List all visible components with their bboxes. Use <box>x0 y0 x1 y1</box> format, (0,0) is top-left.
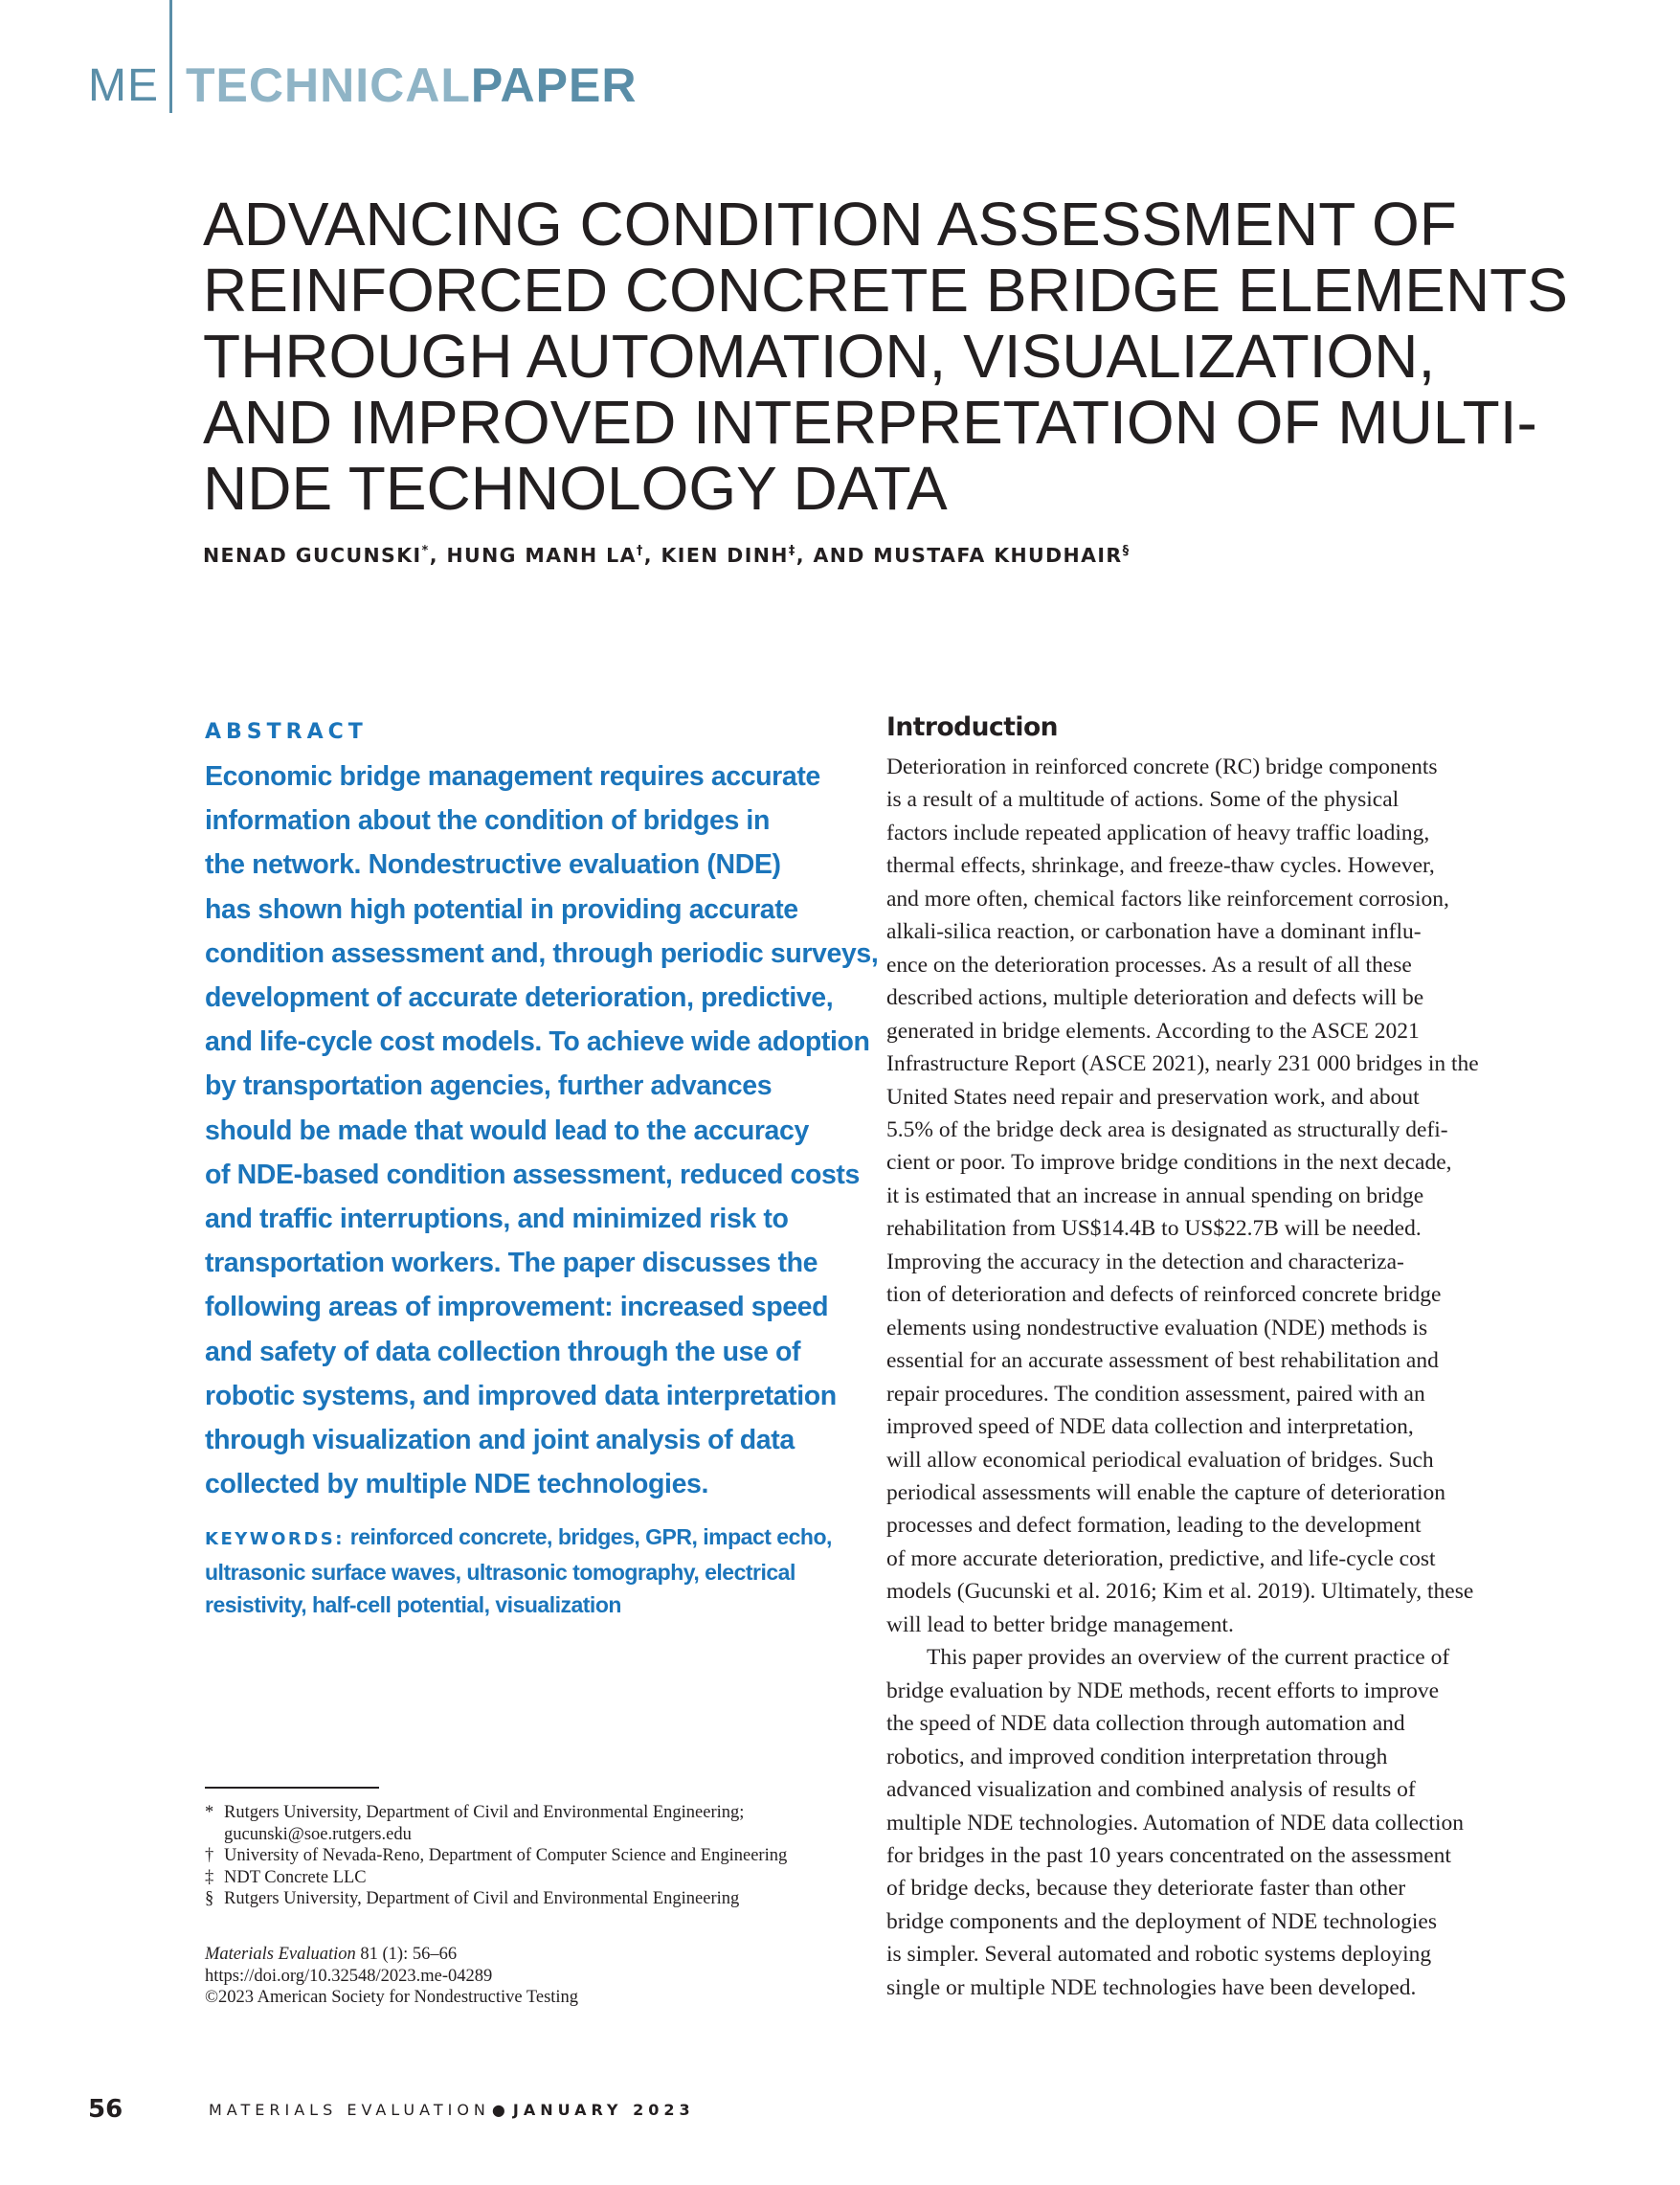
keywords-label: KEYWORDS: <box>205 1529 345 1549</box>
footnote <box>205 1824 875 1846</box>
author-affiliation-mark: † <box>636 544 644 559</box>
footnote-text: Rutgers University, Department of Civil and Environmental Engineering; <box>224 1803 745 1822</box>
citation-block <box>205 1944 578 2009</box>
author-affiliation-mark: ‡ <box>788 544 796 559</box>
citation-source <box>205 1944 578 1966</box>
introduction-line: improved speed of NDE data collection and interpretation, <box>886 1414 1414 1440</box>
author-separator: , AND <box>795 544 874 567</box>
introduction-line: United States need repair and preservation work, and about <box>886 1084 1420 1110</box>
abstract-line: of NDE-based condition assessment, reduced costs <box>205 1159 860 1190</box>
footer-issue: JANUARY 2023 <box>512 2101 695 2119</box>
footer-bullet-icon: ● <box>491 2101 505 2119</box>
introduction-line: Infrastructure Report (ASCE 2021), nearly 231 000 bridges in the <box>886 1051 1479 1077</box>
footer-journal: MATERIALS EVALUATION <box>209 2101 490 2119</box>
abstract-line: information about the condition of bridges in <box>205 805 770 837</box>
introduction-line: it is estimated that an increase in annual spending on bridge <box>886 1183 1424 1208</box>
author-name: MUSTAFA KHUDHAIR <box>873 544 1123 567</box>
introduction-line: thermal effects, shrinkage, and freeze-thaw cycles. However, <box>886 853 1435 879</box>
footnote <box>205 1845 875 1867</box>
introduction-line: cient or poor. To improve bridge conditions in the next decade, <box>886 1150 1452 1176</box>
introduction-line: Improving the accuracy in the detection and characteriza- <box>886 1249 1404 1274</box>
introduction-heading: Introduction <box>886 712 1059 742</box>
introduction-line: will lead to better bridge management. <box>886 1611 1234 1637</box>
introduction-line: Deterioration in reinforced concrete (RC) bridge components <box>886 755 1438 779</box>
abstract-body <box>205 755 879 1506</box>
title-line: REINFORCED CONCRETE BRIDGE ELEMENTS <box>203 256 1568 325</box>
introduction-line: essential for an accurate assessment of best rehabilitation and <box>886 1348 1439 1374</box>
footnote-rule <box>205 1787 379 1789</box>
author-name: NENAD GUCUNSKI <box>203 544 422 567</box>
abstract-line: and traffic interruptions, and minimized risk to <box>205 1204 789 1235</box>
introduction-line: rehabilitation from US$14.4B to US$22.7B will be needed. <box>886 1216 1422 1242</box>
introduction-line: processes and defect formation, leading to the development <box>886 1513 1422 1539</box>
introduction-line: repair procedures. The condition assessment, paired with an <box>886 1381 1425 1407</box>
footnote <box>205 1867 875 1889</box>
section-tag-me: ME <box>88 60 159 111</box>
citation-copyright: ©2023 American Society for Nondestructive Testing <box>205 1988 579 2008</box>
author-name: HUNG MANH LA <box>446 544 637 567</box>
footnote-symbol: * <box>205 1803 214 1822</box>
introduction-line: described actions, multiple deterioration and defects will be <box>886 985 1424 1011</box>
footnote-symbol: ‡ <box>205 1867 214 1887</box>
abstract-line: the network. Nondestructive evaluation (NDE) <box>205 849 781 881</box>
abstract-line: robotic systems, and improved data interpretation <box>205 1380 837 1411</box>
introduction-line: bridge evaluation by NDE methods, recent efforts to improve <box>886 1678 1440 1703</box>
author-separator: , <box>643 544 661 567</box>
introduction-line: for bridges in the past 10 years concentrated on the assessment <box>886 1842 1451 1868</box>
citation-doi-link[interactable]: https://doi.org/10.32548/2023.me-04289 <box>205 1966 493 1986</box>
abstract-line: transportation workers. The paper discusses the <box>205 1248 818 1279</box>
footnote-symbol: § <box>205 1889 214 1909</box>
footnote-text: NDT Concrete LLC <box>224 1867 367 1887</box>
footnote-symbol: † <box>205 1846 214 1866</box>
abstract-line: has shown high potential in providing accurate <box>205 893 798 925</box>
introduction-line: is a result of a multitude of actions. Some of the physical <box>886 787 1400 813</box>
header-divider <box>169 0 172 113</box>
abstract-line: through visualization and joint analysis of data <box>205 1425 795 1456</box>
introduction-line: multiple NDE technologies. Automation of NDE data collection <box>886 1810 1465 1836</box>
footnote-text: Rutgers University, Department of Civil and Environmental Engineering <box>224 1889 740 1909</box>
author-list <box>203 544 1130 567</box>
introduction-line: factors include repeated application of heavy traffic loading, <box>886 820 1430 845</box>
introduction-line: bridge components and the deployment of NDE technologies <box>886 1908 1437 1934</box>
introduction-body <box>886 751 1557 2004</box>
introduction-line: robotics, and improved condition interpretation through <box>886 1744 1388 1769</box>
title-line: ADVANCING CONDITION ASSESSMENT OF <box>203 190 1457 259</box>
introduction-line: alkali-silica reaction, or carbonation have a dominant influ- <box>886 919 1422 945</box>
introduction-line: models (Gucunski et al. 2016; Kim et al. 2019). Ultimately, these <box>886 1579 1474 1605</box>
footnote-email[interactable]: gucunski@soe.rutgers.edu <box>224 1824 412 1844</box>
author-separator: , <box>429 544 447 567</box>
introduction-line: tion of deterioration and defects of reinforced concrete bridge <box>886 1282 1442 1308</box>
introduction-line: will allow economical periodical evaluation of bridges. Such <box>886 1447 1434 1473</box>
abstract-line: Economic bridge management requires accurate <box>205 761 820 792</box>
footnote <box>205 1888 875 1910</box>
abstract-line: collected by multiple NDE technologies. <box>205 1469 708 1500</box>
affiliation-footnotes <box>205 1802 875 1910</box>
keywords-block <box>205 1520 856 1621</box>
author-name: KIEN DINH <box>661 544 789 567</box>
abstract-heading: ABSTRACT <box>205 720 368 744</box>
introduction-line: single or multiple NDE technologies have been developed. <box>886 1974 1417 2000</box>
section-tag-technical-paper <box>186 57 637 113</box>
abstract-line: should be made that would lead to the accuracy <box>205 1115 809 1146</box>
title-line: THROUGH AUTOMATION, VISUALIZATION, <box>203 322 1436 391</box>
introduction-line: 5.5% of the bridge deck area is designated as structurally defi- <box>886 1116 1448 1142</box>
introduction-line: ence on the deterioration processes. As a result of all these <box>886 952 1412 978</box>
introduction-line: is simpler. Several automated and robotic systems deploying <box>886 1942 1432 1968</box>
running-footer <box>209 2101 695 2119</box>
title-line: NDE TECHNOLOGY DATA <box>203 454 948 523</box>
abstract-line: development of accurate deterioration, predictive, <box>205 982 834 1014</box>
footnote <box>205 1802 875 1824</box>
section-tag-technical: TECHNICAL <box>186 58 471 112</box>
introduction-line: periodical assessments will enable the capture of deterioration <box>886 1479 1446 1505</box>
introduction-line: the speed of NDE data collection through automation and <box>886 1711 1405 1737</box>
author-affiliation-mark: § <box>1122 544 1131 559</box>
author-affiliation-mark: * <box>421 544 430 559</box>
introduction-line: This paper provides an overview of the current practice of <box>927 1645 1450 1671</box>
article-title <box>203 191 1601 522</box>
keywords-line: resistivity, half-cell potential, visualization <box>205 1592 621 1617</box>
introduction-line: generated in bridge elements. According to the ASCE 2021 <box>886 1018 1420 1044</box>
abstract-line: by transportation agencies, further advances <box>205 1070 773 1102</box>
introduction-line: advanced visualization and combined analysis of results of <box>886 1777 1416 1803</box>
keywords-line: ultrasonic surface waves, ultrasonic tomography, electrical <box>205 1560 795 1585</box>
abstract-line: and safety of data collection through the use of <box>205 1336 801 1367</box>
abstract-line: and life-cycle cost models. To achieve wide adoption <box>205 1026 870 1058</box>
introduction-line: of more accurate deterioration, predictive, and life-cycle cost <box>886 1545 1436 1571</box>
abstract-line: condition assessment and, through periodic surveys, <box>205 937 879 969</box>
citation-journal: Materials Evaluation <box>205 1945 356 1964</box>
section-tag-paper: PAPER <box>470 58 638 112</box>
title-line: AND IMPROVED INTERPRETATION OF MULTI- <box>203 388 1537 457</box>
introduction-line: and more often, chemical factors like reinforcement corrosion, <box>886 886 1449 912</box>
citation-volume: 81 (1): 56–66 <box>355 1945 458 1964</box>
introduction-line: of bridge decks, because they deteriorate faster than other <box>886 1876 1406 1902</box>
footnote-text: University of Nevada-Reno, Department of Computer Science and Engineering <box>224 1846 788 1866</box>
keywords-line: reinforced concrete, bridges, GPR, impact echo, <box>349 1524 832 1549</box>
abstract-line: following areas of improvement: increased speed <box>205 1292 829 1323</box>
introduction-line: elements using nondestructive evaluation (NDE) methods is <box>886 1315 1428 1340</box>
page-number: 56 <box>88 2095 123 2124</box>
